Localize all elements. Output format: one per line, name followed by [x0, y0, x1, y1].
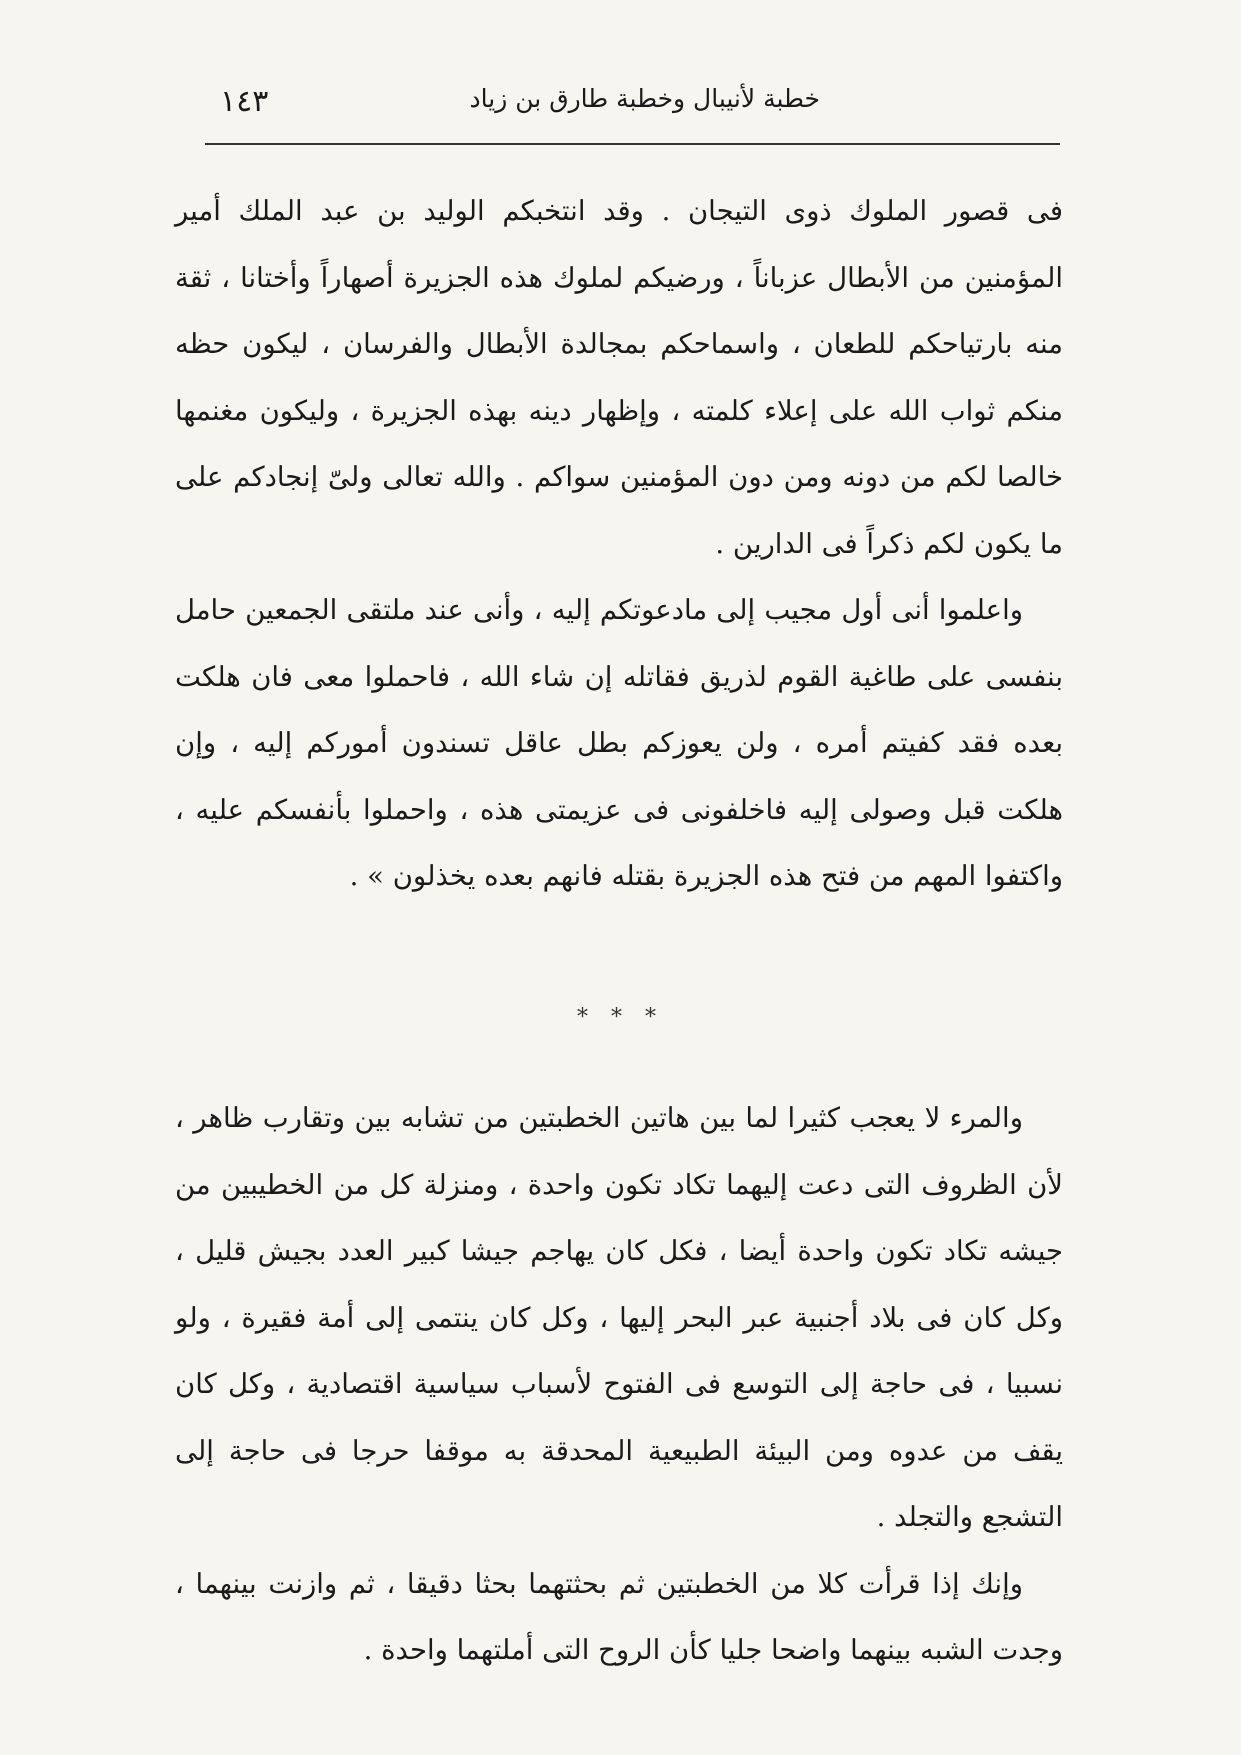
body-text-bottom: [175, 1085, 1063, 1684]
paragraph-4: [175, 1551, 1063, 1684]
text-line: جيشا كبير العدد بجيش قليل ، وكل كان فى بلاد أجنبية عبر البحر إليها ،: [175, 1235, 1063, 1334]
section-divider: * * *: [577, 1005, 664, 1030]
text-line: فى قصور الملوك ذوى التيجان . وقد انتخبكم الوليد بن عبد الملك أمير: [175, 195, 1063, 227]
text-line: ثقة منه بارتياحكم للطعان ، واسماحكم بمجالدة الأبطال والفرسان ، ليكون: [175, 261, 1063, 360]
text-line: وليكون مغنمها خالصا لكم من دونه ومن دون المؤمنين سواكم . والله: [175, 394, 1063, 493]
paragraph-2: [175, 577, 1063, 910]
text-line: الطبيعية المحدقة به موقفا حرجا فى حاجة إلى التشجع والتجلد .: [175, 1434, 1063, 1533]
text-line: حامل بنفسى على طاغية القوم لذريق فقاتله إن شاء الله ، فاحملوا معى فان: [175, 594, 1063, 693]
text-line: المؤمنين من الأبطال عزباناً ، ورضيكم لملوك هذه الجزيرة أصهاراً وأختانا ،: [221, 261, 1063, 294]
text-line: والمرء لا يعجب كثيرا لما بين هاتين الخطبتين من تشابه بين وتقارب: [262, 1102, 1023, 1134]
text-line: الفتوح لأسباب سياسية اقتصادية ، وكل كان يقف من عدوه ومن البيئة: [175, 1368, 1063, 1467]
header-rule: [205, 143, 1060, 145]
text-line: إليه ، وإن هلكت قبل وصولى إليه فاخلفونى فى عزيمتى هذه ، واحملوا: [175, 727, 1063, 826]
text-line: بينهما ، وجدت الشبه بينهما واضحا جليا كأن الروح التى أملتهما واحدة .: [175, 1567, 1063, 1666]
text-line: يخذلون » .: [349, 860, 476, 892]
text-line: وإنك إذا قرأت كلا من الخطبتين ثم بحثتهما بحثا دقيقا ، ثم وازنت: [268, 1567, 1024, 1600]
running-title: خطبة لأنيبال وخطبة طارق بن زياد: [469, 84, 820, 113]
paragraph-3: [175, 1085, 1063, 1551]
text-line: وكل كان ينتمى إلى أمة فقيرة ، ولو نسبيا ، فى حاجة إلى التوسع فى: [175, 1301, 1063, 1400]
text-line: واعلموا أنى أول مجيب إلى مادعوتكم إليه ، وأنى عند ملتقى الجمعين: [245, 594, 1023, 626]
body-text-top: [175, 178, 1063, 910]
paragraph-1: [175, 178, 1063, 577]
text-line: بأنفسكم عليه ، واكتفوا المهم من فتح هذه الجزيرة بقتله فانهم بعده: [175, 793, 1063, 892]
text-line: هلكت بعده فقد كفيتم أمره ، ولن يعوزكم بطل عاقل تسندون أموركم: [175, 660, 1063, 759]
text-line: ظاهر ، لأن الظروف التى دعت إليهما تكاد تكون واحدة ، ومنزلة كل: [175, 1102, 1063, 1201]
text-line: حظه منكم ثواب الله على إعلاء كلمته ، وإظهار دينه بهذه الجزيرة ،: [175, 328, 1063, 427]
running-head: [205, 82, 1060, 132]
page-number: ١٤٣: [220, 84, 269, 119]
text-line: تعالى ولىّ إنجادكم على ما يكون لكم ذكراً فى الدارين .: [175, 461, 1063, 560]
text-line: من الخطيبين من جيشه تكاد تكون واحدة أيضا ، فكل كان يهاجم: [175, 1168, 1063, 1267]
